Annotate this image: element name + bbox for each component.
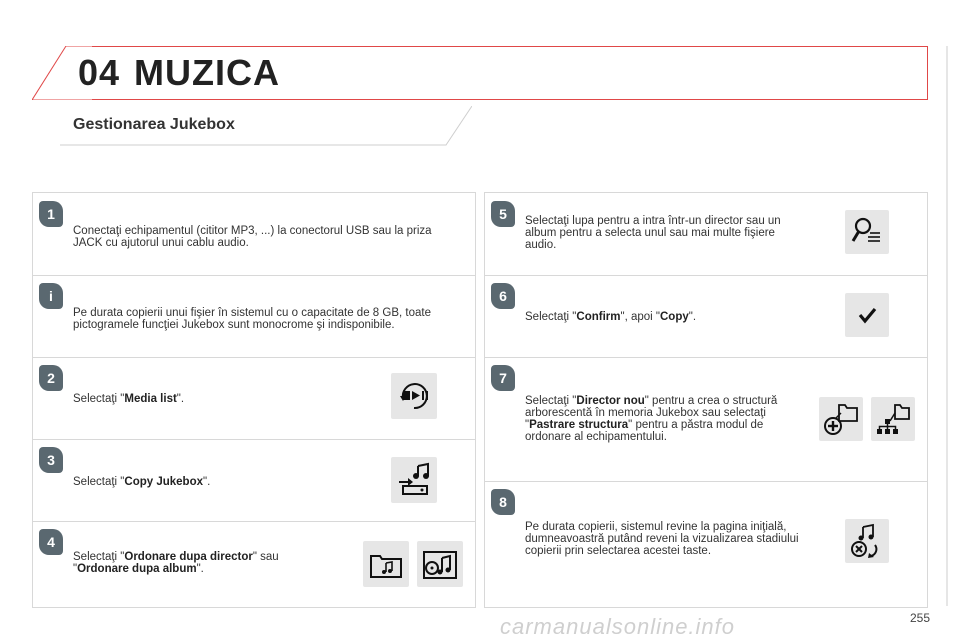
divider — [485, 357, 927, 358]
copy-status-tile[interactable] — [845, 519, 889, 563]
sort-by-folder-icon — [366, 544, 406, 584]
step-4-badge: 4 — [39, 529, 63, 555]
new-folder-icon — [821, 399, 861, 439]
step-4-text: Selectaţi "Ordonare dupa director" sau "Ordonare dupa album". — [73, 551, 279, 575]
divider — [33, 521, 475, 522]
search-list-icon — [848, 213, 886, 251]
step-3-badge: 3 — [39, 447, 63, 473]
media-list-tile[interactable] — [391, 373, 437, 419]
copy-status-icon — [847, 521, 887, 561]
step-2-badge: 2 — [39, 365, 63, 391]
sort-by-folder-tile[interactable] — [363, 541, 409, 587]
right-steps-panel — [484, 192, 928, 608]
step-6-text: Selectaţi "Confirm", apoi "Copy". — [525, 311, 697, 323]
step-6-badge: 6 — [491, 283, 515, 309]
confirm-tile[interactable] — [845, 293, 889, 337]
divider — [33, 357, 475, 358]
info-text: Pe durata copierii unui fişier în sistemul cu o capacitate de 8 GB, toate pictogramele funcţiei Jukebox sunt monocrome şi indisponibile. — [73, 307, 431, 331]
page-number: 255 — [910, 611, 931, 625]
checkmark-icon — [852, 300, 882, 330]
watermark: carmanualsonline.info — [500, 614, 736, 639]
divider — [33, 439, 475, 440]
step-7-badge: 7 — [491, 365, 515, 391]
chapter-title: MUZICA — [134, 52, 280, 93]
chapter-number: 04 — [78, 52, 121, 93]
divider — [485, 275, 927, 276]
step-2-text: Selectaţi "Media list". — [73, 393, 185, 405]
copy-jukebox-tile[interactable] — [391, 457, 437, 503]
keep-structure-icon — [873, 399, 913, 439]
keep-structure-tile[interactable] — [871, 397, 915, 441]
new-folder-tile[interactable] — [819, 397, 863, 441]
search-list-tile[interactable] — [845, 210, 889, 254]
copy-jukebox-icon — [394, 460, 434, 500]
info-badge: i — [39, 283, 63, 309]
step-8-text: Pe durata copierii, sistemul revine la pagina iniţială, dumneavoastră putând reveni la vizualizarea stadiului copierii prin selectarea acestei taste. — [525, 521, 799, 557]
step-1-badge: 1 — [39, 201, 63, 227]
left-steps-panel — [32, 192, 476, 608]
divider — [33, 275, 475, 276]
step-8-badge: 8 — [491, 489, 515, 515]
step-5-text: Selectaţi lupa pentru a intra într-un director sau un album pentru a selecta unul sau mai multe fişiere audio. — [525, 215, 781, 251]
page-edge-rule — [946, 46, 948, 606]
step-3-text: Selectaţi "Copy Jukebox". — [73, 476, 211, 488]
step-5-badge: 5 — [491, 201, 515, 227]
section-title: Gestionarea Jukebox — [73, 116, 235, 133]
sort-by-album-icon — [420, 544, 460, 584]
media-list-icon — [394, 376, 434, 416]
sort-by-album-tile[interactable] — [417, 541, 463, 587]
divider — [485, 481, 927, 482]
step-7-text: Selectaţi "Director nou" pentru a crea o structură arborescentă în memoria Jukebox sau selectaţi "Pastrare structura" pentru a păstra modul de ordonare al echipamentului. — [525, 395, 778, 443]
step-1-text: Conectaţi echipamentul (cititor MP3, ...) la conectorul USB sau la priza JACK cu ajutorul unui cablu audio. — [73, 225, 432, 249]
